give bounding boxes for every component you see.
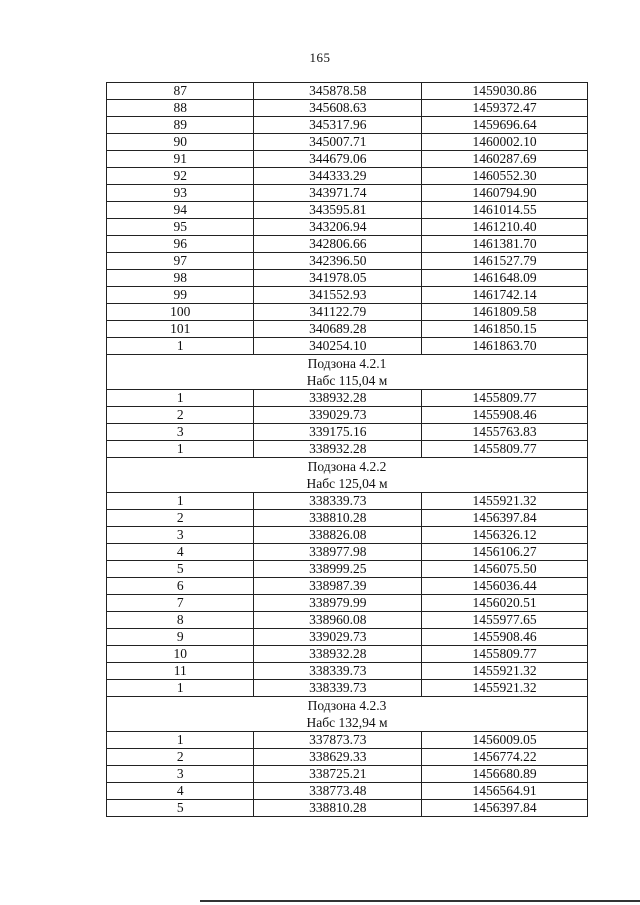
subzone-header-row bbox=[107, 458, 588, 493]
table-row bbox=[107, 749, 588, 766]
y-coordinate-cell: 1459372.47 bbox=[422, 100, 588, 117]
table-row bbox=[107, 783, 588, 800]
x-coordinate-cell: 338960.08 bbox=[254, 612, 422, 629]
point-number-cell: 88 bbox=[107, 100, 254, 117]
x-coordinate-cell: 343206.94 bbox=[254, 219, 422, 236]
subzone-header-cell bbox=[107, 697, 588, 732]
y-coordinate-cell: 1456397.84 bbox=[422, 510, 588, 527]
y-coordinate-cell: 1461809.58 bbox=[422, 304, 588, 321]
y-coordinate-cell: 1455809.77 bbox=[422, 441, 588, 458]
table-row bbox=[107, 578, 588, 595]
x-coordinate-cell: 338629.33 bbox=[254, 749, 422, 766]
table-row bbox=[107, 800, 588, 817]
point-number-cell: 94 bbox=[107, 202, 254, 219]
point-number-cell: 87 bbox=[107, 83, 254, 100]
coordinates-table bbox=[106, 82, 588, 817]
table-row bbox=[107, 612, 588, 629]
table-row bbox=[107, 270, 588, 287]
x-coordinate-cell: 338979.99 bbox=[254, 595, 422, 612]
table-row bbox=[107, 151, 588, 168]
y-coordinate-cell: 1461210.40 bbox=[422, 219, 588, 236]
point-number-cell: 1 bbox=[107, 390, 254, 407]
x-coordinate-cell: 339175.16 bbox=[254, 424, 422, 441]
x-coordinate-cell: 345608.63 bbox=[254, 100, 422, 117]
point-number-cell: 90 bbox=[107, 134, 254, 151]
table-row bbox=[107, 561, 588, 578]
point-number-cell: 1 bbox=[107, 338, 254, 355]
table-row bbox=[107, 219, 588, 236]
x-coordinate-cell: 343971.74 bbox=[254, 185, 422, 202]
table-row bbox=[107, 321, 588, 338]
subzone-title: Подзона 4.2.2 bbox=[307, 459, 387, 474]
x-coordinate-cell: 338773.48 bbox=[254, 783, 422, 800]
point-number-cell: 9 bbox=[107, 629, 254, 646]
point-number-cell: 5 bbox=[107, 561, 254, 578]
y-coordinate-cell: 1455908.46 bbox=[422, 629, 588, 646]
subzone-title: Подзона 4.2.3 bbox=[307, 698, 387, 713]
subzone-header-cell bbox=[107, 458, 588, 493]
y-coordinate-cell: 1459030.86 bbox=[422, 83, 588, 100]
table-row bbox=[107, 202, 588, 219]
table-row bbox=[107, 117, 588, 134]
y-coordinate-cell: 1461742.14 bbox=[422, 287, 588, 304]
point-number-cell: 98 bbox=[107, 270, 254, 287]
point-number-cell: 3 bbox=[107, 527, 254, 544]
y-coordinate-cell: 1455908.46 bbox=[422, 407, 588, 424]
point-number-cell: 100 bbox=[107, 304, 254, 321]
y-coordinate-cell: 1461381.70 bbox=[422, 236, 588, 253]
point-number-cell: 11 bbox=[107, 663, 254, 680]
point-number-cell: 3 bbox=[107, 424, 254, 441]
table-row bbox=[107, 629, 588, 646]
table-row bbox=[107, 663, 588, 680]
point-number-cell: 2 bbox=[107, 749, 254, 766]
table-row bbox=[107, 732, 588, 749]
point-number-cell: 10 bbox=[107, 646, 254, 663]
y-coordinate-cell: 1456036.44 bbox=[422, 578, 588, 595]
table-row bbox=[107, 680, 588, 697]
y-coordinate-cell: 1459696.64 bbox=[422, 117, 588, 134]
y-coordinate-cell: 1460552.30 bbox=[422, 168, 588, 185]
point-number-cell: 1 bbox=[107, 493, 254, 510]
point-number-cell: 6 bbox=[107, 578, 254, 595]
x-coordinate-cell: 338987.39 bbox=[254, 578, 422, 595]
x-coordinate-cell: 338339.73 bbox=[254, 663, 422, 680]
point-number-cell: 93 bbox=[107, 185, 254, 202]
table-row bbox=[107, 766, 588, 783]
y-coordinate-cell: 1455809.77 bbox=[422, 646, 588, 663]
y-coordinate-cell: 1461648.09 bbox=[422, 270, 588, 287]
x-coordinate-cell: 339029.73 bbox=[254, 407, 422, 424]
y-coordinate-cell: 1455977.65 bbox=[422, 612, 588, 629]
subzone-header-cell bbox=[107, 355, 588, 390]
table-row bbox=[107, 407, 588, 424]
x-coordinate-cell: 338810.28 bbox=[254, 510, 422, 527]
table-row bbox=[107, 544, 588, 561]
table-row bbox=[107, 185, 588, 202]
table-row bbox=[107, 168, 588, 185]
x-coordinate-cell: 345317.96 bbox=[254, 117, 422, 134]
y-coordinate-cell: 1455921.32 bbox=[422, 493, 588, 510]
y-coordinate-cell: 1456075.50 bbox=[422, 561, 588, 578]
x-coordinate-cell: 339029.73 bbox=[254, 629, 422, 646]
x-coordinate-cell: 344333.29 bbox=[254, 168, 422, 185]
point-number-cell: 4 bbox=[107, 544, 254, 561]
table-row bbox=[107, 390, 588, 407]
y-coordinate-cell: 1456564.91 bbox=[422, 783, 588, 800]
table-row bbox=[107, 100, 588, 117]
point-number-cell: 99 bbox=[107, 287, 254, 304]
table-row bbox=[107, 646, 588, 663]
x-coordinate-cell: 340254.10 bbox=[254, 338, 422, 355]
subzone-elevation: Набс 115,04 м bbox=[306, 373, 388, 388]
y-coordinate-cell: 1461850.15 bbox=[422, 321, 588, 338]
x-coordinate-cell: 344679.06 bbox=[254, 151, 422, 168]
table-row bbox=[107, 510, 588, 527]
page-number: 165 bbox=[309, 50, 331, 65]
y-coordinate-cell: 1461527.79 bbox=[422, 253, 588, 270]
y-coordinate-cell: 1455921.32 bbox=[422, 680, 588, 697]
subzone-elevation: Набс 132,94 м bbox=[306, 715, 388, 730]
y-coordinate-cell: 1456009.05 bbox=[422, 732, 588, 749]
point-number-cell: 2 bbox=[107, 407, 254, 424]
point-number-cell: 89 bbox=[107, 117, 254, 134]
y-coordinate-cell: 1455921.32 bbox=[422, 663, 588, 680]
x-coordinate-cell: 338977.98 bbox=[254, 544, 422, 561]
x-coordinate-cell: 338932.28 bbox=[254, 390, 422, 407]
table-row bbox=[107, 253, 588, 270]
x-coordinate-cell: 338932.28 bbox=[254, 441, 422, 458]
table-row bbox=[107, 304, 588, 321]
y-coordinate-cell: 1456774.22 bbox=[422, 749, 588, 766]
y-coordinate-cell: 1460002.10 bbox=[422, 134, 588, 151]
x-coordinate-cell: 342396.50 bbox=[254, 253, 422, 270]
x-coordinate-cell: 341122.79 bbox=[254, 304, 422, 321]
table-row bbox=[107, 424, 588, 441]
point-number-cell: 2 bbox=[107, 510, 254, 527]
x-coordinate-cell: 338339.73 bbox=[254, 493, 422, 510]
table-row bbox=[107, 287, 588, 304]
x-coordinate-cell: 337873.73 bbox=[254, 732, 422, 749]
y-coordinate-cell: 1461014.55 bbox=[422, 202, 588, 219]
point-number-cell: 1 bbox=[107, 732, 254, 749]
point-number-cell: 3 bbox=[107, 766, 254, 783]
x-coordinate-cell: 341978.05 bbox=[254, 270, 422, 287]
table-row bbox=[107, 441, 588, 458]
x-coordinate-cell: 338826.08 bbox=[254, 527, 422, 544]
table-row bbox=[107, 595, 588, 612]
subzone-elevation: Набс 125,04 м bbox=[306, 476, 388, 491]
subzone-header-row bbox=[107, 697, 588, 732]
y-coordinate-cell: 1456020.51 bbox=[422, 595, 588, 612]
y-coordinate-cell: 1456397.84 bbox=[422, 800, 588, 817]
x-coordinate-cell: 342806.66 bbox=[254, 236, 422, 253]
table-row bbox=[107, 134, 588, 151]
point-number-cell: 96 bbox=[107, 236, 254, 253]
table-row bbox=[107, 493, 588, 510]
y-coordinate-cell: 1456106.27 bbox=[422, 544, 588, 561]
x-coordinate-cell: 338725.21 bbox=[254, 766, 422, 783]
table-row bbox=[107, 527, 588, 544]
y-coordinate-cell: 1455763.83 bbox=[422, 424, 588, 441]
y-coordinate-cell: 1460287.69 bbox=[422, 151, 588, 168]
table-row bbox=[107, 338, 588, 355]
x-coordinate-cell: 345007.71 bbox=[254, 134, 422, 151]
point-number-cell: 5 bbox=[107, 800, 254, 817]
point-number-cell: 8 bbox=[107, 612, 254, 629]
y-coordinate-cell: 1461863.70 bbox=[422, 338, 588, 355]
table-row bbox=[107, 83, 588, 100]
point-number-cell: 4 bbox=[107, 783, 254, 800]
point-number-cell: 91 bbox=[107, 151, 254, 168]
y-coordinate-cell: 1456326.12 bbox=[422, 527, 588, 544]
x-coordinate-cell: 345878.58 bbox=[254, 83, 422, 100]
y-coordinate-cell: 1456680.89 bbox=[422, 766, 588, 783]
subzone-title: Подзона 4.2.1 bbox=[307, 356, 387, 371]
y-coordinate-cell: 1455809.77 bbox=[422, 390, 588, 407]
scan-edge-line bbox=[200, 900, 640, 902]
point-number-cell: 1 bbox=[107, 680, 254, 697]
point-number-cell: 92 bbox=[107, 168, 254, 185]
point-number-cell: 7 bbox=[107, 595, 254, 612]
x-coordinate-cell: 338932.28 bbox=[254, 646, 422, 663]
x-coordinate-cell: 341552.93 bbox=[254, 287, 422, 304]
x-coordinate-cell: 340689.28 bbox=[254, 321, 422, 338]
x-coordinate-cell: 338810.28 bbox=[254, 800, 422, 817]
x-coordinate-cell: 343595.81 bbox=[254, 202, 422, 219]
x-coordinate-cell: 338999.25 bbox=[254, 561, 422, 578]
point-number-cell: 97 bbox=[107, 253, 254, 270]
point-number-cell: 95 bbox=[107, 219, 254, 236]
point-number-cell: 101 bbox=[107, 321, 254, 338]
subzone-header-row bbox=[107, 355, 588, 390]
x-coordinate-cell: 338339.73 bbox=[254, 680, 422, 697]
coordinates-table-body bbox=[107, 83, 588, 817]
point-number-cell: 1 bbox=[107, 441, 254, 458]
table-row bbox=[107, 236, 588, 253]
y-coordinate-cell: 1460794.90 bbox=[422, 185, 588, 202]
